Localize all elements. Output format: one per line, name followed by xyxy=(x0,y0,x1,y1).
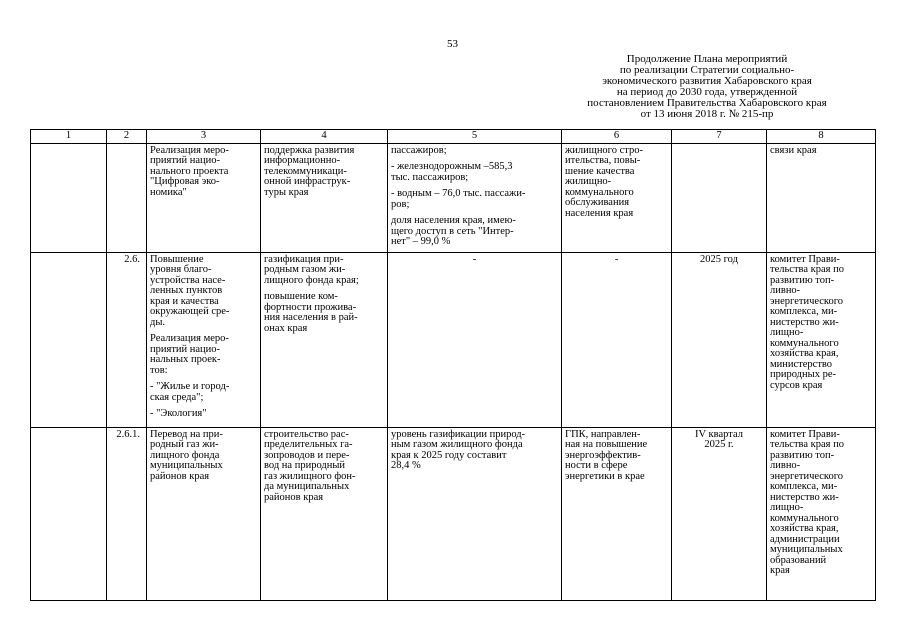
cell-item-number xyxy=(107,143,147,252)
cell-paragraph: газификация при- родным газом жи- лищного фонда края; xyxy=(264,253,359,286)
cell-item-number: 2.6. xyxy=(107,252,147,427)
column-number: 8 xyxy=(767,130,876,144)
cell-paragraph: строительство рас- пределительных га- зопроводов и пере- вод на природный газ жилищного фон- да муниципальных районов края xyxy=(264,428,356,503)
cell-paragraph: пассажиров; xyxy=(391,144,447,156)
cell-measure xyxy=(147,427,261,600)
heading-line: постановлением Правительства Хабаровского края xyxy=(587,97,827,109)
table-row xyxy=(31,252,876,427)
cell-measure xyxy=(147,143,261,252)
column-number: 4 xyxy=(261,130,388,144)
column-number: 6 xyxy=(562,130,672,144)
cell-responsible: связи края xyxy=(767,143,876,252)
column-number: 5 xyxy=(388,130,562,144)
cell-paragraph: - "Экология" xyxy=(150,408,207,419)
cell-paragraph: - железнодорожным –585,3 тыс. пассажиров; xyxy=(391,161,513,183)
cell-document: - xyxy=(562,252,672,427)
heading-line: от 13 июня 2018 г. № 215-пр xyxy=(640,108,774,120)
cell-paragraph: - "Жилье и город- ская среда"; xyxy=(150,381,230,403)
plan-table xyxy=(30,129,876,601)
cell-deadline: 2025 год xyxy=(672,252,767,427)
heading-line: Продолжение Плана мероприятий xyxy=(626,53,788,65)
cell-result xyxy=(261,252,388,427)
cell-document: ГПК, направлен- ная на повышение энергоэффектив- ности в сфере энергетики в крае xyxy=(562,427,672,600)
cell-deadline xyxy=(672,143,767,252)
cell-paragraph: поддержка развития информационно- телекоммуникаци- онной инфраструк- туры края xyxy=(264,144,355,198)
cell-number xyxy=(31,427,107,600)
cell-paragraph: Перевод на при- родный газ жи- лищного фонда муниципальных районов края xyxy=(150,428,223,482)
cell-paragraph: - водным – 76,0 тыс. пассажи- ров; xyxy=(391,188,526,210)
table-row xyxy=(31,143,876,252)
cell-item-number: 2.6.1. xyxy=(107,427,147,600)
table-row xyxy=(31,427,876,600)
cell-result xyxy=(261,427,388,600)
heading-line: экономического развития Хабаровского края xyxy=(602,75,812,87)
cell-paragraph: Реализация меро- приятий нацио- нальных проек- тов: xyxy=(150,333,229,376)
cell-indicator xyxy=(388,427,562,600)
heading-line: на период до 2030 года, утвержденной xyxy=(616,86,798,98)
cell-paragraph: уровень газификации природ- ным газом жилищного фонда края к 2025 году составит 28,4 % xyxy=(391,428,526,471)
document-heading xyxy=(542,54,872,120)
cell-number xyxy=(31,143,107,252)
cell-indicator xyxy=(388,252,562,427)
cell-paragraph: доля населения края, имею- щего доступ в сеть "Интер- нет" – 99,0 % xyxy=(391,215,516,247)
cell-paragraph: - xyxy=(472,253,477,265)
column-number: 1 xyxy=(31,130,107,144)
cell-paragraph: повышение ком- фортности прожива- ния населения в рай- онах края xyxy=(264,291,358,334)
cell-number xyxy=(31,252,107,427)
cell-paragraph: Повышение уровня благо- устройства насе- ленных пунктов края и качества окружающей сре- ды. xyxy=(150,253,230,328)
page-number: 53 xyxy=(447,38,458,50)
cell-paragraph: Реализация меро- приятий нацио- нального проекта "Цифровая эко- номика" xyxy=(150,144,229,198)
cell-deadline: IV квартал 2025 г. xyxy=(672,427,767,600)
cell-measure xyxy=(147,252,261,427)
cell-indicator xyxy=(388,143,562,252)
cell-responsible: комитет Прави- тельства края по развитию топ- ливно- энергетического комплекса, ми- нистерство жи- лищно- коммунального хозяйства края, администрации муниципальных образований края xyxy=(767,427,876,600)
column-number: 3 xyxy=(147,130,261,144)
column-number: 7 xyxy=(672,130,767,144)
cell-responsible: комитет Прави- тельства края по развитию топ- ливно- энергетического комплекса, ми- нистерство жи- лищно- коммунального хозяйства края, министерство природных ре- сурсов края xyxy=(767,252,876,427)
plan-table-body xyxy=(31,143,876,600)
cell-result xyxy=(261,143,388,252)
heading-line: по реализации Стратегии социально- xyxy=(619,64,795,76)
column-number: 2 xyxy=(107,130,147,144)
cell-document: жилищного стро- ительства, повы- шение качества жилищно- коммунального обслуживания населения края xyxy=(562,143,672,252)
column-number-row xyxy=(31,130,876,144)
